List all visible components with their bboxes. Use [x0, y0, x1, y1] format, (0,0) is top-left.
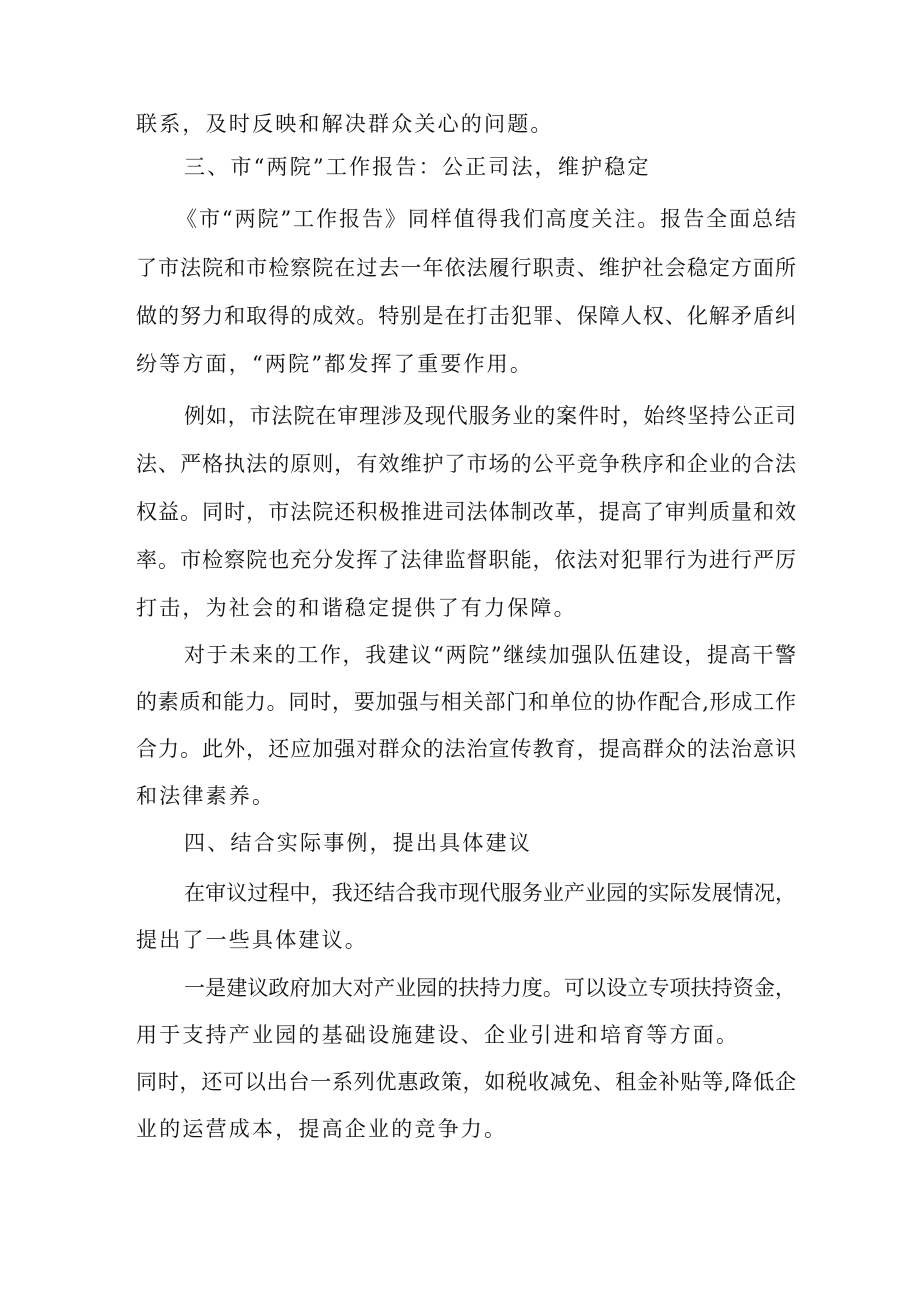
paragraph-line: 和法律素养。 [136, 784, 276, 808]
paragraph-line: 的素质和能力。同时，要加强与相关部门和单位的协作配合,形成工作 [136, 690, 796, 714]
paragraph-line: 权益。同时，市法院还积极推进司法体制改革，提高了审判质量和效 [136, 500, 796, 524]
paragraph-line: 率。市检察院也充分发挥了法律监督职能，依法对犯罪行为进行严厉 [136, 548, 796, 572]
paragraph-line: 用于支持产业园的基础设施建设、企业引进和培育等方面。 [136, 1023, 740, 1047]
paragraph-line: 《市“两院”工作报告》同样值得我们高度关注。报告全面总结 [176, 207, 796, 231]
paragraph-line: 同时，还可以出台一系列优惠政策，如税收减免、租金补贴等,降低企 [136, 1070, 796, 1094]
paragraph-line: 提出了一些具体建议。 [136, 928, 368, 952]
paragraph-line: 纷等方面，“两院”都发挥了重要作用。 [136, 352, 534, 376]
paragraph-line: 业的运营成本，提高企业的竞争力。 [136, 1117, 508, 1141]
paragraph-line: 打击，为社会的和谐稳定提供了有力保障。 [136, 596, 577, 620]
paragraph-line: 合力。此外，还应加强对群众的法治宣传教育，提高群众的法治意识 [136, 737, 796, 761]
paragraph-line: 法、严格执法的原则，有效维护了市场的公平竞争秩序和企业的合法 [136, 452, 796, 476]
section-heading-3: 三、市“两院”工作报告：公正司法，维护稳定 [184, 155, 651, 179]
paragraph-line: 对于未来的工作，我建议“两院”继续加强队伍建设，提高干警 [184, 643, 796, 667]
paragraph-line: 做的努力和取得的成效。特别是在打击犯罪、保障人权、化解矛盾纠 [136, 304, 796, 328]
section-heading-4: 四、结合实际事例，提出具体建议 [184, 831, 532, 855]
paragraph-line: 了市法院和市检察院在过去一年依法履行职责、维护社会稳定方面所 [136, 256, 796, 280]
paragraph-line: 在审议过程中，我还结合我市现代服务业产业园的实际发展情况， [184, 881, 796, 905]
paragraph-line: 一是建议政府加大对产业园的扶持力度。可以设立专项扶持资金， [184, 976, 796, 1000]
paragraph-line: 联系，及时反映和解决群众关心的问题。 [136, 112, 554, 136]
paragraph-line: 例如，市法院在审理涉及现代服务业的案件时，始终坚持公正司 [184, 404, 796, 428]
